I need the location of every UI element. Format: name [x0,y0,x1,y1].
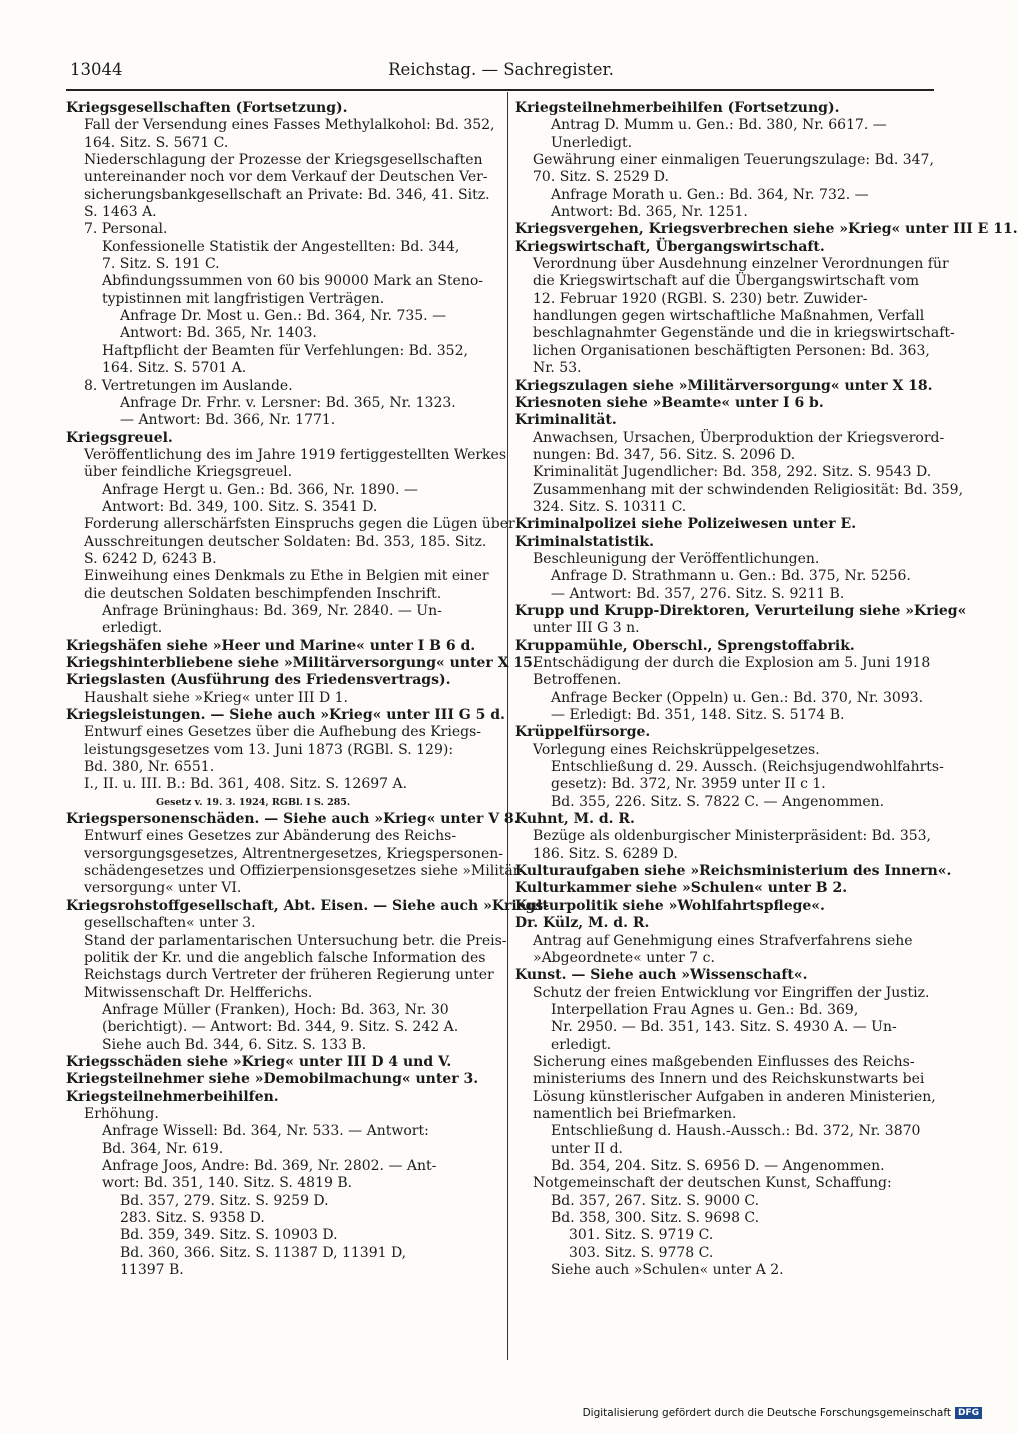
index-line: Anfrage Wissell: Bd. 364, Nr. 533. — Antwort: [102,1123,429,1140]
index-line: Bd. 359, 349. Sitz. S. 10903 D. [120,1227,338,1244]
index-line: 7. Sitz. S. 191 C. [102,256,220,273]
index-line: Entwurf eines Gesetzes zur Abänderung des Reichs- [84,828,457,845]
index-line: sicherungsbankgesellschaft an Private: Bd. 346, 41. Sitz. [84,186,490,203]
footer-credit [583,1407,982,1419]
index-line: Anfrage Müller (Franken), Hoch: Bd. 363, Nr. 30 [102,1001,449,1018]
index-line: Verordnung über Ausdehnung einzelner Verordnungen für [533,256,949,273]
index-line: 301. Sitz. S. 9719 C. [569,1227,714,1244]
index-line: Forderung allerschärfsten Einspruchs gegen die Lügen über [84,516,515,533]
index-heading: Kriesnoten siehe »Beamte« unter I 6 b. [515,394,824,411]
index-line: Entwurf eines Gesetzes über die Aufhebung des Kriegs- [84,724,482,741]
index-line: erledigt. [102,620,163,637]
index-line: Antrag D. Mumm u. Gen.: Bd. 380, Nr. 6617. — [551,117,887,134]
index-line: Erhöhung. [84,1105,159,1122]
index-line: 164. Sitz. S. 5671 C. [84,134,229,151]
index-line: Schutz der freien Entwicklung vor Eingriffen der Justiz. [533,984,930,1001]
index-heading: Kunst. — Siehe auch »Wissenschaft«. [515,967,808,984]
index-heading: Krüppelfürsorge. [515,724,651,741]
index-line: typistinnen mit langfristigen Verträgen. [102,290,385,307]
page-number: 13044 [70,60,123,79]
index-line: Bd. 364, Nr. 619. [102,1140,224,1157]
right-column [515,100,1018,1279]
index-heading: Kuhnt, M. d. R. [515,811,635,828]
index-line: schädengesetzes und Offizierpensionsgesetzes siehe »Militär- [84,863,525,880]
index-line: Nr. 53. [533,360,582,377]
index-heading: Kriegswirtschaft, Übergangswirtschaft. [515,238,825,255]
index-line: Entschließung d. Haush.-Aussch.: Bd. 372, Nr. 3870 [551,1123,921,1140]
index-line: Bd. 355, 226. Sitz. S. 7822 C. — Angenommen. [551,793,885,810]
index-line: handlungen gegen wirtschaftliche Maßnahmen, Verfall [533,308,925,325]
index-heading: Kriegszulagen siehe »Militärversorgung« unter X 18. [515,377,933,394]
index-line: die Kriegswirtschaft auf die Übergangswirtschaft vom [533,273,920,290]
index-line: Notgemeinschaft der deutschen Kunst, Schaffung: [533,1175,892,1192]
index-line: Lösung künstlerischer Aufgaben in anderen Ministerien, [533,1088,936,1105]
index-line: Einweihung eines Denkmals zu Ethe in Belgien mit einer [84,568,489,585]
index-line: gesetz): Bd. 372, Nr. 3959 unter II c 1. [551,776,826,793]
index-line: »Abgeordnete« unter 7 c. [533,949,715,966]
index-heading: Kriegspersonenschäden. — Siehe auch »Krieg« unter V 8. [66,811,519,828]
index-heading: Kriegsvergehen, Kriegsverbrechen siehe »Krieg« unter III E 11. [515,221,1018,238]
index-heading: Kulturpolitik siehe »Wohlfahrtspflege«. [515,897,825,914]
index-heading: Kulturkammer siehe »Schulen« unter B 2. [515,880,848,897]
index-line: 7. Personal. [84,221,168,238]
index-line: Anfrage Morath u. Gen.: Bd. 364, Nr. 732. — [551,186,869,203]
index-line: — Erledigt: Bd. 351, 148. Sitz. S. 5174 B. [551,707,845,724]
index-line: Anfrage Brüninghaus: Bd. 369, Nr. 2840. — Un- [102,602,442,619]
index-line: wort: Bd. 351, 140. Sitz. S. 4819 B. [102,1175,353,1192]
dfg-logo: DFG [955,1407,982,1419]
header-rule [66,89,934,91]
index-line: Anfrage Becker (Oppeln) u. Gen.: Bd. 370, Nr. 3093. [551,689,924,706]
index-heading: Kriegsgesellschaften (Fortsetzung). [66,100,348,116]
index-heading: Kulturaufgaben siehe »Reichsministerium des Innern«. [515,863,952,880]
index-heading: Kriegsrohstoffgesellschaft, Abt. Eisen. — Siehe auch »Kriegs- [66,897,550,914]
index-line: versorgungsgesetzes, Altrentnergesetzes, Kriegspersonen- [84,845,504,862]
index-line: Bd. 354, 204. Sitz. S. 6956 D. — Angenommen. [551,1157,885,1174]
index-line: politik der Kr. und die angeblich falsche Information des [84,949,486,966]
index-line: Betroffenen. [533,672,622,689]
left-column [66,100,550,1279]
index-line: Ausschreitungen deutscher Soldaten: Bd. 353, 185. Sitz. [84,533,487,550]
index-line: Haushalt siehe »Krieg« unter III D 1. [84,689,348,706]
index-line: erledigt. [551,1036,612,1053]
index-heading: Kriminalität. [515,412,617,429]
index-line: Unerledigt. [551,134,633,151]
index-line: beschlagnahmter Gegenstände und die in kriegswirtschaft- [533,325,955,342]
index-line: Niederschlagung der Prozesse der Kriegsgesellschaften [84,152,483,169]
index-line: Reichstags durch Vertreter der früheren Regierung unter [84,967,494,984]
index-line: Anfrage Dr. Frhr. v. Lersner: Bd. 365, Nr. 1323. [120,394,456,411]
index-line: die deutschen Soldaten beschimpfenden Inschrift. [84,585,442,602]
index-line: Entschädigung der durch die Explosion am 5. Juni 1918 [533,655,931,671]
index-line: Vorlegung eines Reichskrüppelgesetzes. [533,741,820,758]
index-line: 12. Februar 1920 (RGBl. S. 230) betr. Zuwider- [533,290,868,307]
index-line: Bd. 360, 366. Sitz. S. 11387 D, 11391 D, [120,1244,407,1261]
index-line: Bd. 357, 279. Sitz. S. 9259 D. [120,1192,329,1209]
index-line: Anfrage Dr. Most u. Gen.: Bd. 364, Nr. 735. — [120,308,447,325]
index-line: Mitwissenschaft Dr. Helfferichs. [84,984,313,1001]
index-line: Stand der parlamentarischen Untersuchung betr. die Preis- [84,932,507,949]
index-line: Bezüge als oldenburgischer Ministerpräsident: Bd. 353, [533,828,932,845]
index-line: Gewährung einer einmaligen Teuerungszulage: Bd. 347, [533,152,934,169]
index-heading: Krupp und Krupp-Direktoren, Verurteilung siehe »Krieg« [515,602,967,619]
index-line: lichen Organisationen beschäftigten Personen: Bd. 363, [533,342,930,359]
index-line: Zusammenhang mit der schwindenden Religiosität: Bd. 359, [533,481,964,498]
index-heading: Kriegsteilnehmerbeihilfen. [66,1088,279,1105]
index-line: leistungsgesetzes vom 13. Juni 1873 (RGBl. S. 129): [84,741,454,758]
index-line: Anfrage Joos, Andre: Bd. 369, Nr. 2802. — Ant- [102,1157,437,1174]
index-line: versorgung« unter VI. [84,880,242,897]
index-line: Anfrage Hergt u. Gen.: Bd. 366, Nr. 1890. — [102,481,418,498]
index-line: namentlich bei Briefmarken. [533,1105,737,1122]
index-line: Entschließung d. 29. Aussch. (Reichsjugendwohlfahrts- [551,759,944,776]
index-line: Antwort: Bd. 365, Nr. 1251. [551,204,748,221]
index-heading: Kriegsteilnehmer siehe »Demobilmachung« unter 3. [66,1071,479,1088]
index-line: Sicherung eines maßgebenden Einflusses des Reichs- [533,1053,915,1070]
index-line: 283. Sitz. S. 9358 D. [120,1210,265,1226]
index-heading: Kriegsteilnehmerbeihilfen (Fortsetzung). [515,100,840,116]
index-heading: Kriegsgreuel. [66,429,173,446]
index-heading: Kruppamühle, Oberschl., Sprengstoffabrik. [515,637,855,654]
index-line: unter II d. [551,1140,624,1157]
index-line: gesellschaften« unter 3. [84,915,256,932]
index-line: — Antwort: Bd. 366, Nr. 1771. [120,412,336,429]
index-heading: Kriegsschäden siehe »Krieg« unter III D 4 und V. [66,1053,452,1070]
index-line: Abfindungssummen von 60 bis 90000 Mark an Steno- [102,273,484,290]
running-title: Reichstag. — Sachregister. [388,60,614,79]
index-line: Beschleunigung der Veröffentlichungen. [533,550,820,567]
index-line: 303. Sitz. S. 9778 C. [569,1244,714,1261]
index-line: Veröffentlichung des im Jahre 1919 fertiggestellten Werkes [84,446,507,463]
index-line: Konfessionelle Statistik der Angestellten: Bd. 344, [102,238,460,255]
index-line: Kriminalität Jugendlicher: Bd. 358, 292. Sitz. S. 9543 D. [533,464,932,481]
index-line: Siehe auch Bd. 344, 6. Sitz. S. 133 B. [102,1036,367,1053]
index-line: I., II. u. III. B.: Bd. 361, 408. Sitz. S. 12697 A. [84,776,408,793]
index-line: 8. Vertretungen im Auslande. [84,377,293,394]
column-divider [507,92,508,1360]
index-line: untereinander noch vor dem Verkauf der Deutschen Ver- [84,169,488,186]
index-line: nungen: Bd. 347, 56. Sitz. S. 2096 D. [533,446,796,463]
index-heading: Kriegshinterbliebene siehe »Militärversorgung« unter X 15. [66,655,538,671]
index-line: — Antwort: Bd. 357, 276. Sitz. S. 9211 B. [551,585,845,602]
index-line: unter III G 3 n. [533,620,640,637]
index-line: Siehe auch »Schulen« unter A 2. [551,1262,784,1279]
footer-text: Digitalisierung gefördert durch die Deutsche Forschungsgemeinschaft [582,1407,951,1419]
index-line: 11397 B. [120,1262,184,1279]
index-line: Bd. 358, 300. Sitz. S. 9698 C. [551,1210,760,1226]
index-line: ministeriums des Innern und des Reichskunstwarts bei [533,1071,925,1088]
index-line: Antrag auf Genehmigung eines Strafverfahrens siehe [533,932,913,949]
index-heading: Kriegslasten (Ausführung des Friedensvertrags). [66,672,451,689]
index-line: Gesetz v. 19. 3. 1924, RGBl. I S. 285. [156,796,351,808]
index-line: Antwort: Bd. 349, 100. Sitz. S. 3541 D. [102,498,378,515]
index-heading: Kriegsleistungen. — Siehe auch »Krieg« unter III G 5 d. [66,707,505,724]
index-line: 324. Sitz. S. 10311 C. [533,498,687,515]
index-line: S. 6242 D, 6243 B. [84,550,217,567]
index-heading: Kriminalpolizei siehe Polizeiwesen unter E. [515,516,857,533]
index-line: Interpellation Frau Agnes u. Gen.: Bd. 369, [551,1001,859,1018]
index-line: 186. Sitz. S. 6289 D. [533,845,678,862]
index-heading: Kriminalstatistik. [515,533,655,550]
index-line: Antwort: Bd. 365, Nr. 1403. [120,325,317,342]
index-line: S. 1463 A. [84,204,157,221]
page-header [70,60,932,86]
index-line: Bd. 380, Nr. 6551. [84,759,215,776]
index-line: Anfrage D. Strathmann u. Gen.: Bd. 375, Nr. 5256. [551,568,911,585]
index-line: (berichtigt). — Antwort: Bd. 344, 9. Sitz. S. 242 A. [102,1019,459,1036]
index-line: Nr. 2950. — Bd. 351, 143. Sitz. S. 4930 A. — Un- [551,1019,897,1036]
index-line: Bd. 357, 267. Sitz. S. 9000 C. [551,1192,760,1209]
index-line: Haftpflicht der Beamten für Verfehlungen: Bd. 352, [102,342,468,359]
index-heading: Dr. Külz, M. d. R. [515,915,650,932]
index-line: Fall der Versendung eines Fasses Methylalkohol: Bd. 352, [84,117,495,134]
index-line: über feindliche Kriegsgreuel. [84,464,293,481]
index-heading: Kriegshäfen siehe »Heer und Marine« unter I B 6 d. [66,637,476,654]
index-line: 164. Sitz. S. 5701 A. [102,360,247,377]
index-line: 70. Sitz. S. 2529 D. [533,169,669,186]
index-line: Anwachsen, Ursachen, Überproduktion der Kriegsverord- [533,429,945,446]
